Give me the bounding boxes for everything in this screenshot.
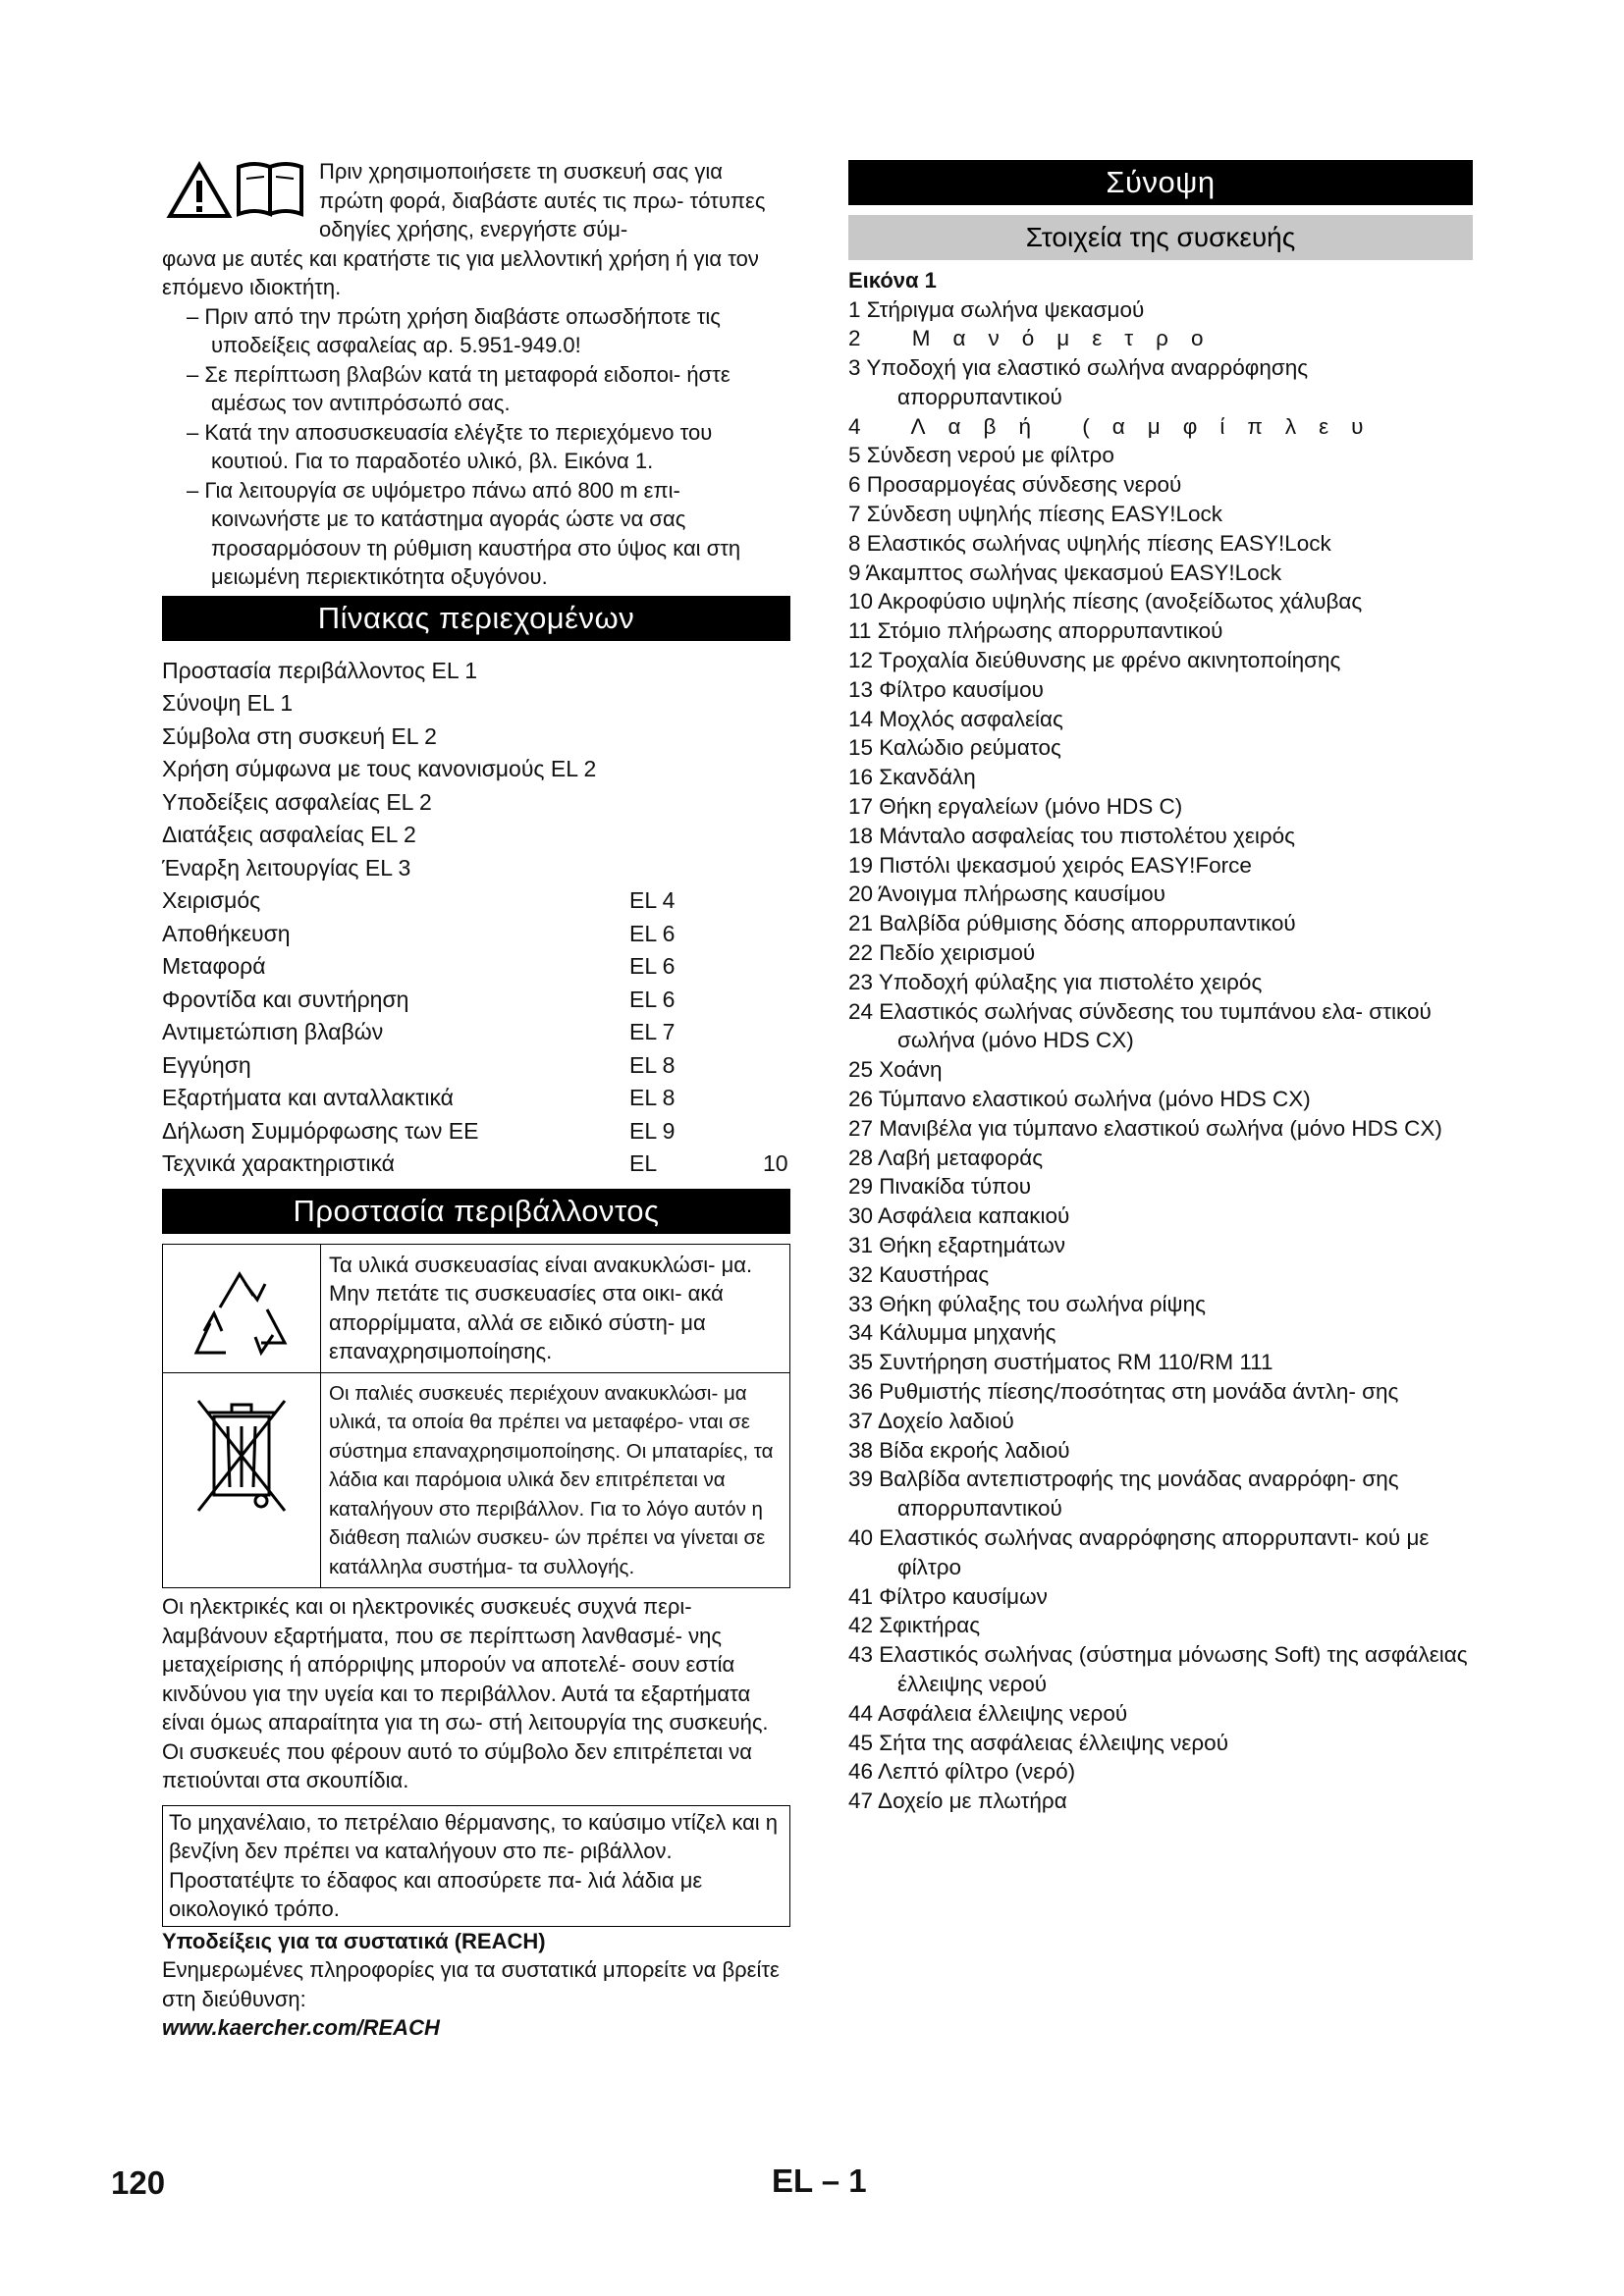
part-item: 13 Φίλτρο καυσίμου	[848, 676, 1044, 702]
part-item: 33 Θήκη φύλαξης του σωλήνα ρίψης	[848, 1291, 1206, 1316]
part-item: 46 Λεπτό φίλτρο (νερό)	[848, 1759, 1076, 1785]
part-item: 17 Θήκη εργαλείων (μόνο HDS C)	[848, 794, 1183, 820]
toc-item-label: Αποθήκευση	[162, 920, 291, 946]
toc-item-page: EL 8	[629, 1085, 676, 1110]
toc-item-page: EL 4	[629, 887, 676, 913]
part-item: 2 Μανόμετρο	[848, 326, 1226, 351]
toc-item-label: Εγγύηση	[162, 1051, 251, 1078]
toc-item[interactable]	[162, 1016, 790, 1049]
reach-text: Ενημερωμένες πληροφορίες για τα συστατικά μπορείτε να βρείτε στη διεύθυνση:	[162, 1957, 780, 2011]
part-item: 20 Άνοιγμα πλήρωσης καυσίμου	[848, 881, 1165, 907]
toc-item[interactable]	[162, 819, 790, 852]
section-page-label: EL – 1	[772, 2163, 867, 2199]
toc-item[interactable]	[162, 1049, 790, 1083]
environment-heading: Προστασία περιβάλλοντος	[162, 1189, 790, 1234]
toc-item[interactable]	[162, 950, 790, 984]
part-item: 38 Βίδα εκροής λαδιού	[848, 1437, 1070, 1463]
toc-item-page: EL 6	[629, 920, 676, 946]
part-item: 25 Χοάνη	[848, 1057, 943, 1083]
part-item: 4 Λαβή (αμφίπλευ	[848, 413, 1386, 439]
toc-item[interactable]	[162, 721, 790, 754]
toc-item-label: Σύνοψη EL 1	[162, 690, 294, 716]
part-item: 26 Τύμπανο ελαστικού σωλήνα (μόνο HDS CX)	[848, 1087, 1311, 1112]
left-column	[162, 157, 790, 2043]
right-column	[848, 160, 1473, 1816]
part-item: 7 Σύνδεση υψηλής πίεσης EASY!Lock	[848, 502, 1223, 527]
reach-link[interactable]: www.kaercher.com/REACH	[162, 2015, 440, 2040]
toc-item-page: EL 9	[629, 1117, 676, 1144]
part-item: 40 Ελαστικός σωλήνας αναρρόφησης απορρυπαντι- κού με φίλτρο	[848, 1524, 1430, 1579]
overview-heading: Σύνοψη	[848, 160, 1473, 205]
part-item: 34 Κάλυμμα μηχανής	[848, 1320, 1056, 1346]
part-item: 23 Υποδοχή φύλαξης για πιστολέτο χειρός	[848, 969, 1263, 994]
toc-item-page: EL 6	[629, 986, 676, 1012]
intro-block	[162, 157, 790, 592]
crossed-bin-icon	[163, 1373, 320, 1588]
part-item: 29 Πινακίδα τύπου	[848, 1174, 1032, 1200]
toc-item-label: Χειρισμός	[162, 887, 261, 913]
toc-item[interactable]	[162, 655, 790, 688]
part-item: 1 Στήριγμα σωλήνα ψεκασμού	[848, 296, 1145, 322]
part-item: 47 Δοχείο με πλωτήρα	[848, 1789, 1067, 1814]
part-item: 45 Σήτα της ασφάλειας έλλειψης νερού	[848, 1730, 1229, 1755]
toc-item[interactable]	[162, 1082, 790, 1115]
part-item: 22 Πεδίο χειρισμού	[848, 940, 1036, 966]
part-item: 44 Ασφάλεια έλλειψης νερού	[848, 1700, 1128, 1726]
toc-item-page-extra: 10	[763, 1150, 788, 1176]
intro-bullet: – Κατά την αποσυσκευασία ελέγξτε το περιεχόμενο του κουτιού. Για το παραδοτέο υλικό, βλ. Εικόνα 1.	[187, 419, 713, 473]
toc-item-page: EL	[629, 1150, 658, 1176]
recycle-icon	[163, 1245, 320, 1372]
reach-heading: Υποδείξεις για τα συστατικά (REACH)	[162, 1928, 546, 1953]
recycle-row	[163, 1245, 789, 1373]
toc-item-label: Έναρξη λειτουργίας EL 3	[162, 854, 411, 881]
part-item: 30 Ασφάλεια καπακιού	[848, 1203, 1070, 1229]
weee-row	[163, 1373, 789, 1588]
part-item: 43 Ελαστικός σωλήνας (σύστημα μόνωσης Soft) της ασφάλειας έλλειψης νερού	[848, 1642, 1468, 1696]
part-item: 24 Ελαστικός σωλήνας σύνδεσης του τυμπάνου ελα- στικού σωλήνα (μόνο HDS CX)	[848, 998, 1432, 1053]
part-item: 12 Τροχαλία διεύθυνσης με φρένο ακινητοποίησης	[848, 648, 1341, 673]
toc-item-label: Μεταφορά	[162, 953, 266, 979]
toc-item[interactable]	[162, 687, 790, 721]
intro-bullets	[162, 302, 790, 592]
part-item: 16 Σκανδάλη	[848, 765, 976, 790]
part-item: 36 Ρυθμιστής πίεσης/ποσότητας στη μονάδα άντλη- σης	[848, 1378, 1399, 1404]
part-item: 35 Συντήρηση συστήματος RM 110/RM 111	[848, 1350, 1273, 1375]
part-item: 11 Στόμιο πλήρωσης απορρυπαντικού	[848, 618, 1223, 644]
part-item: 18 Μάνταλο ασφαλείας του πιστολέτου χειρός	[848, 823, 1296, 848]
toc-item[interactable]	[162, 984, 790, 1017]
toc-item-label: Υποδείξεις ασφαλείας EL 2	[162, 788, 432, 815]
intro-text-rest: φωνα με αυτές και κρατήστε τις για μελλοντική χρήση ή για τον επόμενο ιδιοκτήτη.	[162, 245, 759, 299]
toc-item[interactable]	[162, 1148, 790, 1181]
part-item: 10 Ακροφύσιο υψηλής πίεσης (ανοξείδωτος χάλυβας	[848, 589, 1363, 614]
electronics-text: Οι ηλεκτρικές και οι ηλεκτρονικές συσκευές συχνά περι- λαμβάνουν εξαρτήματα, που σε περίπτωση λανθασμέ- νης μεταχείρισης ή απόρριψης μπορούν να αποτελέ- σουν εστία κινδύνου για την υγεία και το περιβάλλον. Αυτά τα εξαρτήματα είναι όμως απαραίτητα για τη σω- στή λειτουργία της συσκευής. Οι συσκευές που φέρουν αυτό το σύμβολο δεν επιτρέπεται να πετιούνται στα σκουπίδια.	[162, 1594, 769, 1792]
toc-item-label: Διατάξεις ασφαλείας EL 2	[162, 822, 416, 847]
part-item: 9 Άκαμπτος σωλήνας ψεκασμού EASY!Lock	[848, 560, 1282, 585]
toc-item-label: Φροντίδα και συντήρηση	[162, 986, 409, 1012]
toc-item-page: EL 6	[629, 953, 676, 979]
warning-manual-icon	[166, 159, 305, 220]
intro-bullet: – Σε περίπτωση βλαβών κατά τη μεταφορά ειδοποι- ήστε αμέσως τον αντιπρόσωπό σας.	[187, 361, 731, 415]
toc-item[interactable]	[162, 786, 790, 820]
part-item: 31 Θήκη εξαρτημάτων	[848, 1233, 1066, 1257]
part-item: 28 Λαβή μεταφοράς	[848, 1145, 1044, 1170]
intro-text: Πριν χρησιμοποιήσετε τη συσκευή σας για πρώτη φορά, διαβάστε αυτές τις πρω- τότυπες οδηγίες χρήσης, ενεργήστε σύμ-	[319, 159, 766, 241]
part-item: 41 Φίλτρο καυσίμων	[848, 1583, 1048, 1609]
intro-bullet: – Για λειτουργία σε υψόμετρο πάνω από 800 m επι- κοινωνήστε με το κατάστημα αγοράς ώστε να σας προσαρμόσουν τη ρύθμιση καυστήρα στο ύψος και στη μειωμένη περιεκτικότητα οξυγόνου.	[187, 477, 741, 589]
environment-table	[162, 1244, 790, 1589]
device-elements-heading: Στοιχεία της συσκευής	[848, 215, 1473, 260]
toc-item-page: EL 7	[629, 1019, 676, 1044]
toc-item-label: Χρήση σύμφωνα με τους κανονισμούς EL 2	[162, 756, 597, 781]
part-item: 14 Μοχλός ασφαλείας	[848, 706, 1063, 731]
oil-notice: Το μηχανέλαιο, το πετρέλαιο θέρμανσης, το καύσιμο ντίζελ και η βενζίνη δεν πρέπει να καταλήγουν στο πε- ριβάλλον. Προστατέψτε το έδαφος και αποσύρετε πα- λιά λάδια με οικολογικό τρόπο.	[162, 1805, 790, 1927]
part-item: 39 Βαλβίδα αντεπιστροφής της μονάδας αναρρόφη- σης απορρυπαντικού	[848, 1467, 1399, 1522]
toc-item-label: Τεχνικά χαρακτηριστικά	[162, 1150, 395, 1176]
figure-label: Εικόνα 1	[848, 268, 937, 293]
part-item: 5 Σύνδεση νερού με φίλτρο	[848, 443, 1114, 468]
toc-item-label: Εξαρτήματα και ανταλλακτικά	[162, 1085, 454, 1110]
part-item: 15 Καλώδιο ρεύματος	[848, 735, 1061, 761]
part-item: 32 Καυστήρας	[848, 1261, 990, 1287]
toc-item[interactable]	[162, 852, 790, 885]
intro-bullet: – Πριν από την πρώτη χρήση διαβάστε οπωσδήποτε τις υποδείξεις ασφαλείας αρ. 5.951-949.0!	[187, 303, 721, 357]
toc-item-label: Σύμβολα στη συσκευή EL 2	[162, 722, 437, 749]
toc-item-label: Αντιμετώπιση βλαβών	[162, 1019, 384, 1044]
part-item: 6 Προσαρμογέας σύνδεσης νερού	[848, 472, 1182, 498]
toc-heading: Πίνακας περιεχομένων	[162, 596, 790, 641]
part-item: 27 Μανιβέλα για τύμπανο ελαστικού σωλήνα (μόνο HDS CX)	[848, 1115, 1442, 1141]
part-item: 8 Ελαστικός σωλήνας υψηλής πίεσης EASY!Lock	[848, 530, 1331, 556]
toc-item-page: EL 8	[629, 1051, 676, 1078]
part-item: 42 Σφικτήρας	[848, 1613, 981, 1638]
weee-text: Οι παλιές συσκευές περιέχουν ανακυκλώσι- μα υλικά, τα οποία θα πρέπει να μεταφέρο- νται σε σύστημα επαναχρησιμοποίησης. Οι μπαταρίες, τα λάδια και παρόμοια υλικά δεν επιτρέπεται να καταλήγουν στο περιβάλλον. Για το λόγο αυτόν η διάθεση παλιών συσκευ- ών πρέπει να γίνεται σε κατάλληλα συστήμα- τα συλλογής.	[320, 1373, 789, 1588]
part-item: 37 Δοχείο λαδιού	[848, 1408, 1014, 1433]
parts-list	[848, 295, 1473, 1816]
toc-item-label: Δήλωση Συμμόρφωσης των ΕΕ	[162, 1117, 479, 1144]
page-number: 120	[111, 2164, 166, 2201]
part-item: 21 Βαλβίδα ρύθμισης δόσης απορρυπαντικού	[848, 911, 1296, 936]
part-item: 3 Υποδοχή για ελαστικό σωλήνα αναρρόφησης απορρυπαντικού	[848, 355, 1309, 409]
toc-item[interactable]	[162, 1115, 790, 1148]
toc-item[interactable]	[162, 884, 790, 918]
recycle-text: Τα υλικά συσκευασίας είναι ανακυκλώσι- μα. Μην πετάτε τις συσκευασίες στα οικι- ακά απορρίμματα, αλλά σε ειδικό σύστη- μα επαναχρησιμοποίησης.	[320, 1245, 789, 1372]
toc-item[interactable]	[162, 753, 790, 786]
toc-item-label: Προστασία περιβάλλοντος EL 1	[162, 657, 478, 683]
toc-item[interactable]	[162, 918, 790, 951]
part-item: 19 Πιστόλι ψεκασμού χειρός EASY!Force	[848, 852, 1252, 878]
toc-list	[162, 655, 790, 1181]
